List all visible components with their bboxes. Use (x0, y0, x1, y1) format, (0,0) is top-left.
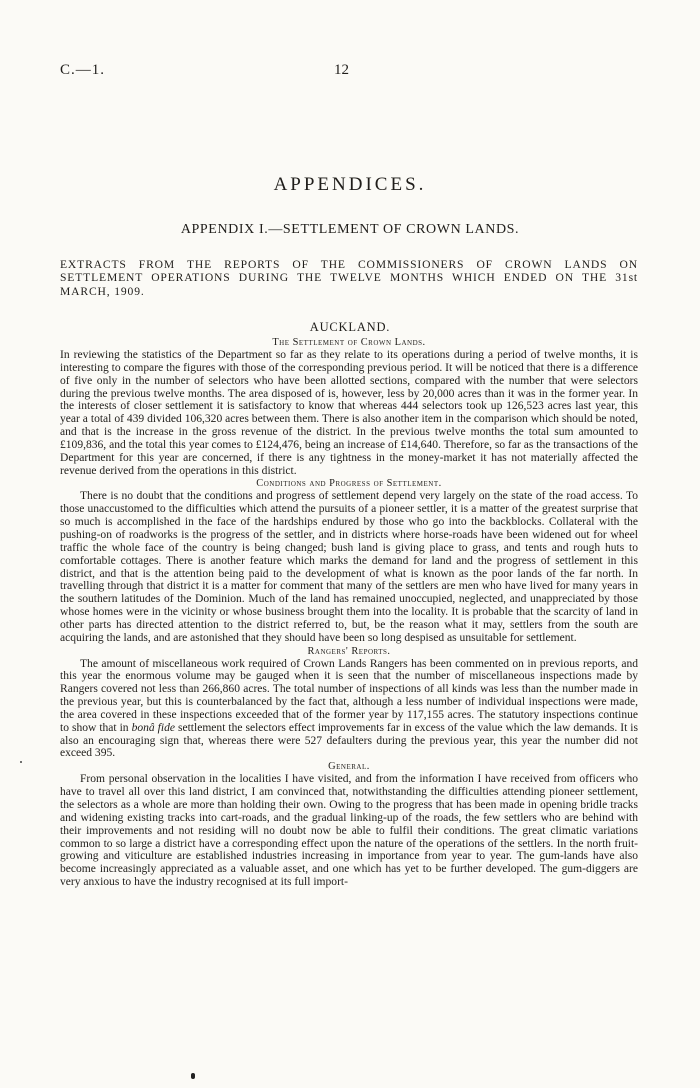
section-heading-rangers: Rangers' Reports. (307, 645, 391, 657)
paragraph-conditions: There is no doubt that the conditions and progress of settlement depend very largely on the state of the road access. To those unaccustomed to the difficulties which attend the pursuits of a pioneer settler, it is a matter of the greatest surprise that so much is accomplished in the face of the hardships endured by those who go into the backblocks. Collateral with the pushing-on of roadworks is the progress of the settler, and in districts where horse-roads have been widened out for wheel traffic the whole face of the country is being changed; bush land is giving place to grass, and tents and rough huts to comfortable cottages. There is another feature which marks the demand for land and the progress of settlement in this district, and that is the attention being paid to the development of what is known as the poor lands of the far north. In travelling through that district it is a matter for comment that many of the settlers are men who have lived for many years in the southern latitudes of the Dominion. Much of the land has remained unoccupied, neglected, and unappreciated by those whose homes were in the vicinity or whose business brought them into the locality. It is probable that the scarcity of land in other parts has directed attention to the district referred to, but, be the reason what it may, settlers from the south are acquiring the lands, and are astonished that they should have been so long despised as unsuitable for settlement. (60, 490, 638, 644)
section-heading-general: General. (328, 761, 370, 773)
ink-speck (20, 761, 22, 763)
extracts-heading: EXTRACTS FROM THE REPORTS OF THE COMMISSIONERS OF CROWN LANDS ON SETTLEMENT OPERATIONS DURING THE TWELVE MONTHS WHICH ENDED ON THE 31st MARCH, 1909. (60, 258, 638, 298)
appendix-title: APPENDIX I.—SETTLEMENT OF CROWN LANDS. (180, 222, 520, 237)
section-heading-settlement: The Settlement of Crown Lands. (272, 337, 426, 348)
report-body (60, 336, 638, 889)
paragraph-rangers: The amount of miscellaneous work required of Crown Lands Rangers has been commented on in previous reports, and this year the enormous volume may be gauged when it is seen that the number of miscellaneous inspections made by Rangers covered not less than 266,860 acres. The total number of inspections of all kinds was less than the number made in the previous year, but this is counterbalanced by the fact that, although a less number of individual inspections were made, the area covered in these inspections exceeded that of the former year by 117,155 acres. The statutory inspections continue to show that in bonâ fide settlement the selectors effect improvements far in excess of the value which the law demands. It is also an encouraging sign that, whereas there were 527 defaulters during the previous year, this year the number did not exceed 395. (60, 657, 639, 760)
section-heading-conditions: Conditions and Progress of Settlement. (256, 478, 442, 490)
region-heading: AUCKLAND. (309, 320, 391, 334)
page-title: APPENDICES. (273, 174, 427, 195)
paragraph-general: From personal observation in the localities I have visited, and from the information I have received from officers who have to travel all over this land district, I am convinced that, notwithstanding the difficulties attending pioneer settlement, the selectors as a whole are more than holding their own. Owing to the progress that has been made in opening bridle tracks and widening existing tracks into cart-roads, and the gradual linking-up of the roads, the few settlers who are behind with their improvements and not residing will no doubt now be able to fulfil their conditions. The great climatic variations common to so large a district have a corresponding effect upon the nature of the operations of the settlers. In the north fruit-growing and viticulture are established industries increasing in importance from year to year. The gum-lands have also become increasingly appreciated as a valuable asset, and one which has yet to be further developed. The gum-diggers are very anxious to have the industry recognised at its full import- (60, 773, 638, 889)
page-number: 12 (334, 62, 349, 78)
ink-mark (191, 1073, 195, 1079)
paragraph-settlement: In reviewing the statistics of the Department so far as they relate to its operations during a period of twelve months, it is interesting to compare the figures with those of the corresponding previous period. It will be noticed that there is a difference of five only in the number of selectors who have been allotted sections, compared with the number that were selectors during the previous twelve months. The area disposed of is, however, less by 20,000 acres than it was in the former year. In the interests of closer settlement it is satisfactory to know that whereas 444 selectors took up 126,523 acres last year, this year a total of 439 divided 106,320 acres between them. There is also another item in the comparison which should be noted, and that is the increase in the gross revenue of the district. In the previous twelve months the total sum amounted to £109,836, and the total this year comes to £124,476, being an increase of £14,640. Therefore, so far as the transactions of the Department for this year are concerned, if there is any tightness in the money-market it has not materially affected the revenue derived from the operations in this district. (60, 349, 638, 477)
document-reference: C.—1. (60, 62, 106, 78)
